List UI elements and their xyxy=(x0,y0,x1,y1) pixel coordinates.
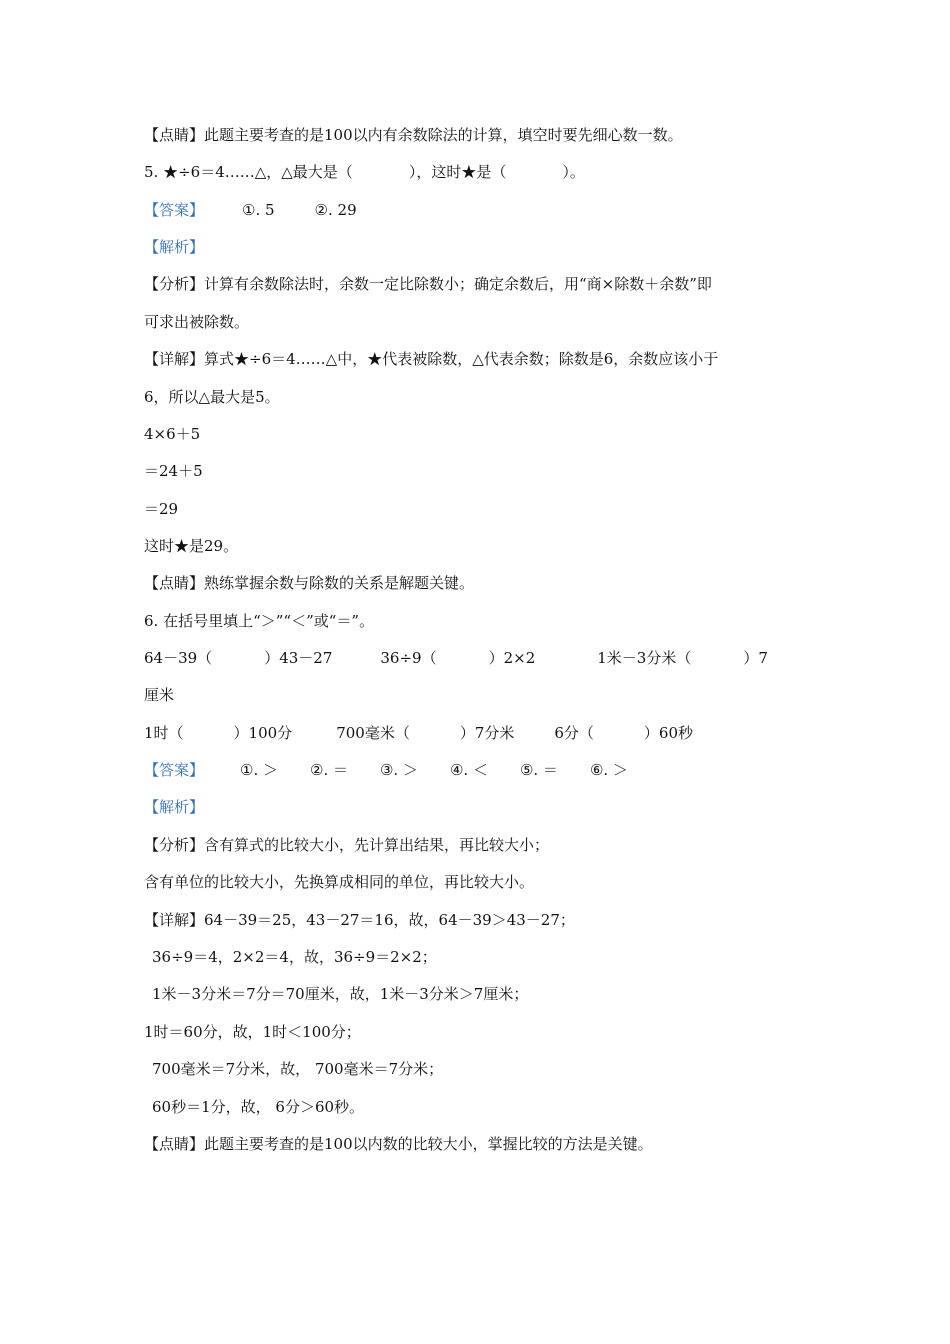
q6-xiangjie-2: 36÷9＝4，2×2＝4，故，36÷9＝2×2； xyxy=(152,948,437,966)
q5-xiangjie-line-1: 【详解】算式★÷6＝4……△中，★代表被除数，△代表余数；除数是6，余数应该小于 xyxy=(144,350,719,368)
q5-conclusion: 这时★是29。 xyxy=(144,537,239,555)
q5-jiexi-label: 【解析】 xyxy=(144,238,205,256)
q5-dianjing-note: 【点睛】熟练掌握余数与除数的关系是解题关键。 xyxy=(144,574,475,592)
q5-calc-1: 4×6＋5 xyxy=(144,425,201,443)
q5-fenxi-line-1: 【分析】计算有余数除法时，余数一定比除数小；确定余数后，用“商×除数＋余数”即 xyxy=(144,275,712,293)
q5-calc-3: ＝29 xyxy=(144,500,179,518)
question-6-title: 6. 在括号里填上“＞”“＜”或“＝”。 xyxy=(144,612,375,630)
question-5 xyxy=(144,161,824,183)
q6-row-2 xyxy=(144,722,824,744)
q6-item-3-left: 1米－3分米（ xyxy=(597,649,692,667)
q6-answer-label: 【答案】 xyxy=(144,761,205,779)
q6-jiexi-label: 【解析】 xyxy=(144,798,205,816)
q6-item-1-left: 64－39（ xyxy=(144,649,213,667)
q6-xiangjie-1: 【详解】64－39＝25，43－27＝16，故，64－39＞43－27； xyxy=(144,911,575,929)
q6-fenxi-line-1: 【分析】含有算式的比较大小，先计算出结果，再比较大小； xyxy=(144,836,550,854)
q6-xiangjie-6: 60秒＝1分，故， 6分＞60秒。 xyxy=(152,1098,365,1116)
q6-item-2-left: 36÷9（ xyxy=(380,649,437,667)
q6-row-1-wrap: 厘米 xyxy=(144,686,175,704)
q6-answer-5: ⑤. ＝ xyxy=(519,761,558,779)
q5-answer-2: ②. 29 xyxy=(314,201,357,219)
q6-answer-line xyxy=(144,759,824,781)
q6-dianjing-note: 【点睛】此题主要考查的是100以内数的比较大小，掌握比较的方法是关键。 xyxy=(144,1135,653,1153)
q5-answer-line xyxy=(144,199,824,221)
q6-row-1 xyxy=(144,647,824,669)
q6-xiangjie-5: 700毫米＝7分米，故， 700毫米＝7分米； xyxy=(152,1060,444,1078)
q6-item-1-right: ）43－27 xyxy=(264,649,333,667)
q6-xiangjie-3: 1米－3分米＝7分＝70厘米，故，1米－3分米＞7厘米； xyxy=(152,985,529,1003)
q5-xiangjie-line-2: 6，所以△最大是5。 xyxy=(144,388,280,406)
q6-item-5-right: ）7分米 xyxy=(459,724,515,742)
q6-answer-4: ④. ＜ xyxy=(449,761,488,779)
q5-calc-2: ＝24＋5 xyxy=(144,462,203,480)
q6-item-4-left: 1时（ xyxy=(144,724,184,742)
q5-fenxi-line-2: 可求出被除数。 xyxy=(144,313,250,331)
q5-prefix: 5. ★÷6＝4……△，△最大是（ xyxy=(144,163,353,181)
q6-item-4-right: ）100分 xyxy=(233,724,293,742)
q6-item-3-right: ）7 xyxy=(743,649,768,667)
q6-xiangjie-4: 1时＝60分，故，1时＜100分； xyxy=(144,1023,361,1041)
q6-item-5-left: 700毫米（ xyxy=(336,724,410,742)
q6-answer-2: ②. ＝ xyxy=(310,761,348,779)
q6-answer-6: ⑥. ＞ xyxy=(589,761,628,779)
q6-answer-1: ①. ＞ xyxy=(240,761,278,779)
q6-item-6-right: ）60秒 xyxy=(643,724,694,742)
q6-item-2-right: ）2×2 xyxy=(488,649,536,667)
q6-fenxi-line-2: 含有单位的比较大小，先换算成相同的单位，再比较大小。 xyxy=(144,873,535,891)
q5-answer-label: 【答案】 xyxy=(144,201,205,219)
q6-item-6-left: 6分（ xyxy=(554,724,594,742)
q5-answer-1: ①. 5 xyxy=(242,201,275,219)
q5-suffix: ）。 xyxy=(562,163,585,181)
q6-answer-3: ③. ＞ xyxy=(379,761,418,779)
dianjing-note-q4: 【点睛】此题主要考查的是100以内有余数除法的计算，填空时要先细心数一数。 xyxy=(144,126,683,144)
q5-mid: ），这时★是（ xyxy=(408,163,507,181)
